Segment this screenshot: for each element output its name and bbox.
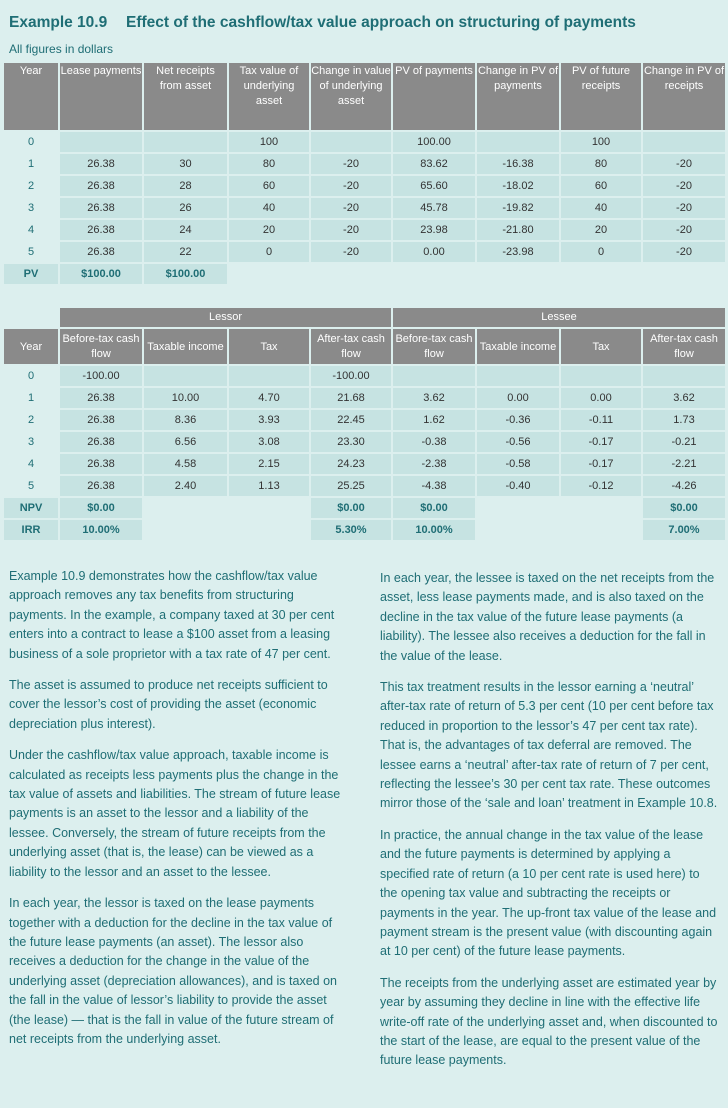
table-cell: 26 — [144, 198, 227, 218]
table-cell: 65.60 — [393, 176, 475, 196]
table-cell: -20 — [311, 242, 391, 262]
example-heading: Effect of the cashflow/tax value approach on structuring of payments — [126, 14, 636, 31]
column-header: PV of payments — [393, 63, 475, 130]
table-cell: 24.23 — [311, 454, 391, 474]
row-year: 0 — [27, 136, 35, 148]
table-row — [4, 176, 725, 196]
table-cell — [643, 366, 725, 386]
table-cell: 26.38 — [60, 432, 142, 452]
empty-cell — [229, 520, 309, 540]
table-cell — [643, 132, 725, 152]
table-cell: -0.12 — [561, 476, 641, 496]
irr-row — [4, 520, 725, 540]
column-header: After-tax cash flow — [311, 329, 391, 364]
table-cell: 60 — [561, 176, 641, 196]
table-cell: 0.00 — [393, 242, 475, 262]
table-cell: 26.38 — [60, 454, 142, 474]
table-cell: 60 — [229, 176, 309, 196]
table-cell — [311, 132, 391, 152]
table-cell: -2.38 — [393, 454, 475, 474]
table-cell: -2.21 — [643, 454, 725, 474]
table-cell — [144, 132, 227, 152]
column-header: PV of future receipts — [561, 63, 641, 130]
table-row — [4, 242, 725, 262]
column-header: Before-tax cash flow — [60, 329, 142, 364]
table-cell: 3.62 — [643, 388, 725, 408]
table-cell: -0.58 — [477, 454, 559, 474]
table-cell: 100 — [229, 132, 309, 152]
row-year: 3 — [27, 202, 35, 214]
table-cell: 2.15 — [229, 454, 309, 474]
column-header: Lease payments — [60, 63, 142, 130]
table-cell: -0.40 — [477, 476, 559, 496]
table-cell: -20 — [311, 154, 391, 174]
table-cell: 25.25 — [311, 476, 391, 496]
table-cell: -20 — [643, 220, 725, 240]
table-cell: 28 — [144, 176, 227, 196]
table-cell: 40 — [229, 198, 309, 218]
column-header: Year — [4, 329, 58, 364]
table-cell: -23.98 — [477, 242, 559, 262]
pv-label: PV — [4, 264, 58, 284]
empty-cell — [144, 498, 227, 518]
paragraph: In practice, the annual change in the tax value of the lease and the future payments is determined by applying a specified rate of return (a 10 per cent rate is used here) to the opening tax value and subtracting the receipts or payments in the year. The up-front tax value of the lease and payment stream is the present value (with discounting again at 10 per cent) of the future lease payments. — [380, 827, 717, 959]
column-header: Tax value of underlying asset — [229, 63, 309, 130]
table-cell: -20 — [643, 176, 725, 196]
paragraph: Example 10.9 demonstrates how the cashflow/tax value approach removes any tax benefits from structuring payments. In the example, a company taxed at 30 per cent enters into a contract to lease a $100 asset from a leasing business of a sole proprietor with a tax rate of 47 per cent. — [9, 569, 335, 661]
table-cell: 0 — [561, 242, 641, 262]
lessor-group-header: Lessor — [60, 308, 391, 327]
column-header: Net receipts from asset — [144, 63, 227, 130]
table-cell: 80 — [561, 154, 641, 174]
cashflow-table — [2, 306, 727, 542]
paragraph: This tax treatment results in the lessor earning a ‘neutral’ after-tax rate of return of 5.3 per cent (10 per cent before tax reduced in proportion to the lessor’s 47 per cent tax rate). That is, the advantages of tax deferral are removed. The lessee earns a ‘neutral’ after-tax rate of return of 7 per cent, reflecting the lessee’s 30 per cent tax rate. These outcomes mirror those of the ‘sale and loan’ treatment in Example 10.8. — [380, 680, 718, 811]
table-row — [4, 388, 725, 408]
row-year: 1 — [27, 392, 35, 404]
row-year: 5 — [27, 246, 35, 258]
npv-lessor-before: $0.00 — [60, 498, 142, 518]
table-cell: 3.08 — [229, 432, 309, 452]
npv-row — [4, 498, 725, 518]
column-header: Taxable income — [477, 329, 559, 364]
table-cell: 3.93 — [229, 410, 309, 430]
table-cell: 26.38 — [60, 176, 142, 196]
table-row — [4, 366, 725, 386]
table-row — [4, 198, 725, 218]
table-cell — [477, 366, 559, 386]
row-year: 2 — [27, 414, 35, 426]
table-cell: -20 — [311, 176, 391, 196]
pv-row — [4, 264, 725, 284]
table-cell: 26.38 — [60, 220, 142, 240]
table-cell: -0.17 — [561, 432, 641, 452]
table-cell: 1.73 — [643, 410, 725, 430]
empty-cell — [477, 520, 559, 540]
row-year: 1 — [27, 158, 35, 170]
table-cell: 45.78 — [393, 198, 475, 218]
table-cell: 4.58 — [144, 454, 227, 474]
column-header: Change in PV of receipts — [643, 63, 725, 130]
irr-lessor-before: 10.00% — [60, 520, 142, 540]
table-cell: -100.00 — [311, 366, 391, 386]
irr-lessee-before: 10.00% — [393, 520, 475, 540]
row-year: 0 — [27, 370, 35, 382]
pv-receipts-value: $100.00 — [144, 264, 227, 284]
table-cell: 20 — [229, 220, 309, 240]
table-cell: 30 — [144, 154, 227, 174]
column-header: Taxable income — [144, 329, 227, 364]
table-cell: 83.62 — [393, 154, 475, 174]
table-cell: 10.00 — [144, 388, 227, 408]
paragraph: The receipts from the underlying asset are estimated year by year by assuming they decline in line with the effective life write-off rate of the underlying asset and, when discounted to the start of the lease, are equal to the present value of the future lease payments. — [380, 975, 718, 1068]
npv-lessee-before: $0.00 — [393, 498, 475, 518]
table-cell: -19.82 — [477, 198, 559, 218]
empty-cell — [561, 498, 641, 518]
irr-lessor-after: 5.30% — [311, 520, 391, 540]
table-cell: -100.00 — [60, 366, 142, 386]
table-cell: 21.68 — [311, 388, 391, 408]
table-row — [4, 410, 725, 430]
table-cell: -18.02 — [477, 176, 559, 196]
pv-lease-value: $100.00 — [60, 264, 142, 284]
example-title — [9, 14, 636, 32]
table-cell: 26.38 — [60, 154, 142, 174]
table-cell: 22.45 — [311, 410, 391, 430]
lease-values-table — [2, 61, 727, 286]
table-cell: -0.17 — [561, 454, 641, 474]
column-header: After-tax cash flow — [643, 329, 725, 364]
table-row — [4, 454, 725, 474]
table-cell — [229, 366, 309, 386]
irr-label: IRR — [4, 520, 58, 540]
table-cell: 80 — [229, 154, 309, 174]
example-number: Example 10.9 — [9, 14, 108, 31]
table-cell: 20 — [561, 220, 641, 240]
table-cell: 3.62 — [393, 388, 475, 408]
table-cell: -20 — [643, 154, 725, 174]
row-year: 4 — [27, 224, 35, 236]
paragraph: Under the cashflow/tax value approach, taxable income is calculated as receipts less payments plus the change in the tax value of assets and liabilities. The stream of future lease payments is an asset to the lessor and a liability of the lessee. Conversely, the stream of future receipts from the underlying asset (that is, the lease) can be viewed as a liability to the lessor and an asset to the lessee. — [9, 748, 341, 879]
table-cell: 1.62 — [393, 410, 475, 430]
left-text-column — [9, 567, 349, 1061]
paragraph: The asset is assumed to produce net receipts sufficient to cover the lessor’s cost of providing the asset (economic depreciation plus interest). — [9, 678, 328, 731]
table-cell: -20 — [643, 242, 725, 262]
table-cell: -0.36 — [477, 410, 559, 430]
table-cell: 8.36 — [144, 410, 227, 430]
right-text-column — [380, 569, 720, 1083]
row-year: 2 — [27, 180, 35, 192]
table-cell — [477, 132, 559, 152]
table-cell: 26.38 — [60, 476, 142, 496]
column-header: Tax — [561, 329, 641, 364]
table-cell: 6.56 — [144, 432, 227, 452]
table-cell: 23.30 — [311, 432, 391, 452]
table-cell: 26.38 — [60, 410, 142, 430]
table-cell: -16.38 — [477, 154, 559, 174]
table-cell: -20 — [311, 198, 391, 218]
irr-lessee-after: 7.00% — [643, 520, 725, 540]
row-year: 4 — [27, 458, 35, 470]
row-year: 3 — [27, 436, 35, 448]
table-cell: 40 — [561, 198, 641, 218]
npv-lessee-after: $0.00 — [643, 498, 725, 518]
table-cell: 1.13 — [229, 476, 309, 496]
empty-cell — [561, 520, 641, 540]
paragraph: In each year, the lessor is taxed on the lease payments together with a deduction for the decline in the tax value of the future lease payments (an asset). The lessor also receives a deduction for the change in the value of the underlying asset (depreciation allowances), and is taxed on the fall in the value of lessor’s liability to provide the asset (the lease) — that is the fall in value of the future stream of net receipts from the underlying asset. — [9, 896, 337, 1046]
empty-cell — [229, 498, 309, 518]
column-header: Before-tax cash flow — [393, 329, 475, 364]
table-cell: 2.40 — [144, 476, 227, 496]
empty-cell — [477, 498, 559, 518]
table-cell: 4.70 — [229, 388, 309, 408]
table-cell: 0.00 — [561, 388, 641, 408]
table-cell — [144, 366, 227, 386]
table-row — [4, 132, 725, 152]
lessee-group-header: Lessee — [393, 308, 725, 327]
table-cell: -21.80 — [477, 220, 559, 240]
table-cell: -4.38 — [393, 476, 475, 496]
paragraph: In each year, the lessee is taxed on the net receipts from the asset, less lease payments made, and is also taxed on the decline in the tax value of the future lease payments (a liability). The lessee also receives a deduction for the fall in the value of the lease. — [380, 571, 715, 663]
table-cell: -20 — [311, 220, 391, 240]
column-header: Change in PV of payments — [477, 63, 559, 130]
table-cell: 26.38 — [60, 242, 142, 262]
column-header: Change in value of underlying asset — [311, 63, 391, 130]
table-cell — [60, 132, 142, 152]
table-row — [4, 220, 725, 240]
table-cell: 100 — [561, 132, 641, 152]
table-cell: -0.56 — [477, 432, 559, 452]
subtitle: All figures in dollars — [9, 42, 114, 56]
table-cell: -0.38 — [393, 432, 475, 452]
table-cell: -0.21 — [643, 432, 725, 452]
table-row — [4, 154, 725, 174]
table-cell: -4.26 — [643, 476, 725, 496]
column-header: Year — [4, 63, 58, 130]
table-cell: 0 — [229, 242, 309, 262]
table-cell: 26.38 — [60, 388, 142, 408]
empty-cell — [144, 520, 227, 540]
table-row — [4, 476, 725, 496]
table-cell: 23.98 — [393, 220, 475, 240]
table-row — [4, 432, 725, 452]
table-cell: -0.11 — [561, 410, 641, 430]
table-cell: 22 — [144, 242, 227, 262]
group-spacer — [4, 308, 58, 327]
column-header: Tax — [229, 329, 309, 364]
table-cell — [393, 366, 475, 386]
table-cell: -20 — [643, 198, 725, 218]
npv-label: NPV — [4, 498, 58, 518]
npv-lessor-after: $0.00 — [311, 498, 391, 518]
table-cell: 100.00 — [393, 132, 475, 152]
row-year: 5 — [27, 480, 35, 492]
table-cell: 26.38 — [60, 198, 142, 218]
table-cell: 24 — [144, 220, 227, 240]
table-cell — [561, 366, 641, 386]
table-cell: 0.00 — [477, 388, 559, 408]
